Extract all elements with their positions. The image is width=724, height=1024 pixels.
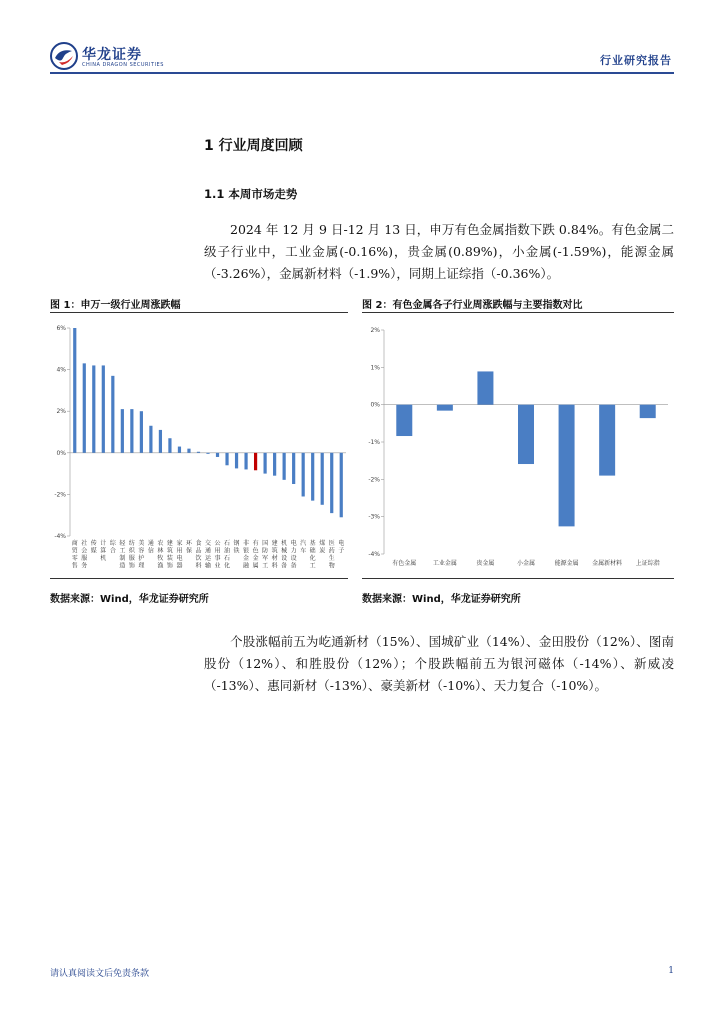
chart-bar [518,405,534,464]
x-tick-label: 农林牧渔 [157,540,164,570]
figure1-chart [50,316,348,576]
x-tick-label: 电子 [338,540,345,555]
chart-bar [216,453,219,457]
x-tick-label: 有色金属 [252,540,259,570]
chart-bar [292,453,295,484]
chart-bar [102,365,105,452]
x-tick-label: 环保 [185,540,192,555]
y-tick-label: -2% [368,476,380,484]
x-tick-label: 有色金属 [392,560,417,567]
y-tick-label: -2% [54,491,66,499]
market-summary-paragraph [204,219,674,285]
chart-bar [599,405,615,476]
chart-bar [437,405,453,411]
report-type: 行业研究报告 [600,54,672,67]
chart-bar [396,405,412,436]
chart-bar [225,453,228,465]
chart-bar [206,453,209,454]
x-tick-label: 美容护理 [138,540,145,570]
x-tick-label: 金属新材料 [592,560,623,567]
x-tick-label: 上证综指 [635,560,660,567]
market-summary-text: 2024 年 12 月 9 日-12 月 13 日，申万有色金属指数下跌 0.84%。有色金属二级子行业中，工业金属(-0.16%)，贵金属(0.89%)，小金属(-1.59%)，能源金属（-3.26%），金属新材料（-1.9%），同期上证综指（-0.36%）。 [204,222,674,281]
y-tick-label: 0% [370,401,380,409]
company-logo [50,42,164,72]
subindustry-weekly-change-chart [362,316,674,576]
x-tick-label: 纺织服饰 [128,540,135,570]
chart-bar [149,426,152,453]
chart-bar [273,453,276,476]
x-tick-label: 机械设备 [281,540,288,570]
chart-bar [92,365,95,452]
industry-weekly-change-chart [50,316,348,576]
figure2-source: 数据来源：Wind，华龙证券研究所 [362,594,521,605]
chart-bar [559,405,575,527]
x-tick-label: 传媒 [90,540,97,555]
logo-english-name: CHINA DRAGON SECURITIES [82,62,164,68]
x-tick-label: 基础化工 [309,540,316,570]
chart-bar [130,409,133,453]
chart-bar [111,376,114,453]
x-tick-label: 国防军工 [262,540,269,570]
chart-bar [264,453,267,474]
section-title: 1 行业周度回顾 [204,138,303,154]
chart-bar [73,328,76,453]
x-tick-label: 贵金属 [476,560,495,567]
page-number: 1 [668,966,674,976]
chart-bar [187,449,190,453]
figure2-top-rule [362,312,674,313]
y-tick-label: 6% [56,325,66,332]
figure1-bottom-rule [50,578,348,579]
stock-movers-text: 个股涨幅前五为屹通新材（15%）、国城矿业（14%）、金田股份（12%）、图南股份（12%）、和胜股份（12%）；个股跌幅前五为银河磁体（-14%）、新威凌（-13%）、惠同新材（-13%）、豪美新材（-10%）、天力复合（-10%）。 [204,634,674,693]
header-divider [50,72,674,74]
x-tick-label: 社会服务 [81,540,88,570]
x-tick-label: 汽车 [300,540,307,555]
chart-bar [168,438,171,453]
x-tick-label: 电力设备 [290,540,297,570]
y-tick-label: 1% [370,364,380,372]
dragon-logo-icon [50,42,78,70]
x-tick-label: 商贸零售 [71,540,78,570]
stock-movers-paragraph [204,631,674,697]
x-tick-label: 综合 [109,540,116,555]
x-tick-label: 能源金属 [554,560,579,567]
x-tick-label: 建筑材料 [271,540,278,570]
x-tick-label: 公用事业 [214,540,221,570]
x-tick-label: 非银金融 [243,540,250,570]
y-tick-label: -1% [368,439,380,446]
chart-bar [340,453,343,517]
x-tick-label: 食品饮料 [195,540,202,570]
y-tick-label: 4% [56,366,66,374]
chart-bar [140,411,143,453]
y-tick-label: 2% [370,327,380,334]
x-tick-label: 工业金属 [432,560,457,567]
figure2-bottom-rule [362,578,674,579]
y-tick-label: -4% [54,533,66,540]
chart-bar [640,405,656,418]
y-tick-label: -4% [368,551,380,558]
chart-bar [244,453,247,470]
chart-bar [83,363,86,452]
chart-bar [311,453,314,501]
y-tick-label: 2% [56,408,66,416]
chart-bar [178,447,181,453]
chart-bar [283,453,286,480]
logo-chinese-name: 华龙证券 [82,47,142,63]
page-header [0,0,724,80]
x-tick-label: 建筑装饰 [166,540,173,570]
x-tick-label: 通信 [147,540,154,555]
chart-bar [302,453,305,497]
figure1-source: 数据来源：Wind，华龙证券研究所 [50,594,209,605]
figure1-title: 图 1：申万一级行业周涨跌幅 [50,300,181,311]
x-tick-label: 家用电器 [176,540,183,570]
x-tick-label: 小金属 [516,560,536,567]
figure2-chart [362,316,674,576]
chart-bar [254,453,257,470]
figure1-top-rule [50,312,348,313]
chart-bar [321,453,324,505]
x-tick-label: 钢铁 [233,540,240,555]
chart-bar [477,371,493,404]
x-tick-label: 医药生物 [328,540,335,570]
x-tick-label: 轻工制造 [119,540,126,570]
disclaimer-note: 请认真阅读文后免责条款 [50,969,150,979]
x-tick-label: 石油石化 [224,540,231,570]
section-subtitle: 1.1 本周市场走势 [204,187,298,201]
chart-bar [235,453,238,469]
chart-bar [197,452,200,453]
chart-bar [121,409,124,453]
chart-bar [330,453,333,513]
x-tick-label: 交通运输 [204,540,212,570]
chart-bar [159,430,162,453]
figure2-title: 图 2：有色金属各子行业周涨跌幅与主要指数对比 [362,300,583,311]
y-tick-label: -3% [368,513,380,521]
x-tick-label: 煤炭 [319,540,326,555]
y-tick-label: 0% [56,449,66,457]
x-tick-label: 计算机 [100,540,107,562]
